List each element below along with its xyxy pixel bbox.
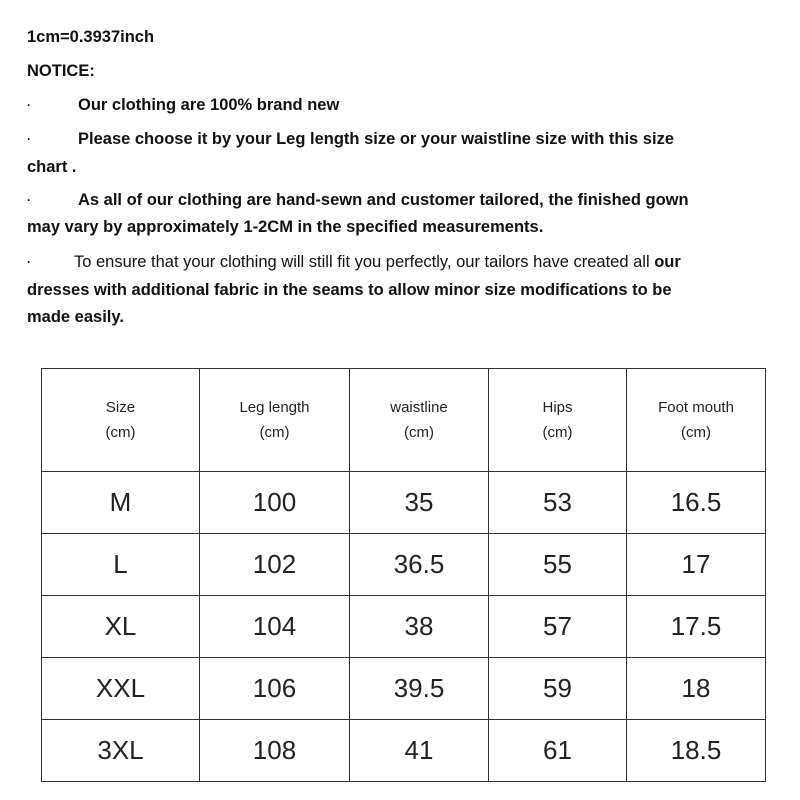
header-name: Hips [542, 399, 573, 416]
table-cell: 39.5 [350, 658, 489, 720]
table-cell: 57 [489, 596, 627, 658]
table-cell: 41 [350, 720, 489, 782]
header-cell-size [42, 369, 200, 472]
table-cell: 104 [200, 596, 350, 658]
table-cell: 53 [489, 472, 627, 534]
header-unit: (cm) [404, 424, 434, 441]
table-cell: 106 [200, 658, 350, 720]
header-unit: (cm) [681, 424, 711, 441]
table-header-row [42, 369, 766, 472]
header-unit: (cm) [259, 424, 290, 441]
notice-4-line-1 [74, 248, 764, 276]
notice-4-bold-text: our [649, 253, 681, 271]
table-cell: 100 [200, 472, 350, 534]
table-cell: 16.5 [627, 472, 766, 534]
table-cell: 35 [350, 472, 489, 534]
table-cell: 36.5 [350, 534, 489, 596]
table-cell: 17.5 [627, 596, 766, 658]
table-row [42, 472, 766, 534]
notice-title: NOTICE: [27, 62, 95, 80]
notice-3-line-1: As all of our clothing are hand-sewn and customer tailored, the finished gown [78, 191, 689, 209]
conversion-note: 1cm=0.3937inch [27, 28, 155, 46]
header-name: Foot mouth [658, 399, 734, 416]
header-name: waistline [390, 399, 448, 416]
table-row [42, 658, 766, 720]
table-cell: 55 [489, 534, 627, 596]
notice-4-line-2: dresses with additional fabric in the seams to allow minor size modifications to be [27, 281, 672, 299]
header-unit: (cm) [542, 424, 573, 441]
table-cell: L [42, 534, 200, 596]
notice-2-line-2: chart . [27, 158, 77, 176]
bullet: · [27, 193, 31, 207]
header-name: Size [105, 399, 136, 416]
notice-1: Our clothing are 100% brand new [78, 96, 340, 114]
header-cell-hips [489, 369, 627, 472]
table-row [42, 596, 766, 658]
table-cell: 102 [200, 534, 350, 596]
notice-4-light-text: To ensure that your clothing will still fit you perfectly, our tailors have created all [74, 253, 650, 271]
table-cell: XL [42, 596, 200, 658]
table-cell: M [42, 472, 200, 534]
notice-3-line-2: may vary by approximately 1-2CM in the specified measurements. [27, 218, 544, 236]
table-cell: 17 [627, 534, 766, 596]
bullet: · [27, 255, 31, 269]
size-chart-table [41, 368, 766, 782]
table-row [42, 534, 766, 596]
table-cell: 18 [627, 658, 766, 720]
table-cell: 18.5 [627, 720, 766, 782]
header-cell-leg-length [200, 369, 350, 472]
table-cell: 38 [350, 596, 489, 658]
table-cell: 59 [489, 658, 627, 720]
bullet: · [27, 132, 31, 146]
table-row [42, 720, 766, 782]
header-cell-foot-mouth [627, 369, 766, 472]
header-unit: (cm) [105, 424, 136, 441]
notice-2-line-1: Please choose it by your Leg length size or your waistline size with this size [78, 130, 674, 148]
header-cell-waistline [350, 369, 489, 472]
table-cell: 3XL [42, 720, 200, 782]
table-cell: XXL [42, 658, 200, 720]
table-cell: 108 [200, 720, 350, 782]
header-name: Leg length [239, 399, 310, 416]
notice-4-line-3: made easily. [27, 308, 124, 326]
bullet: · [27, 98, 31, 112]
table-cell: 61 [489, 720, 627, 782]
